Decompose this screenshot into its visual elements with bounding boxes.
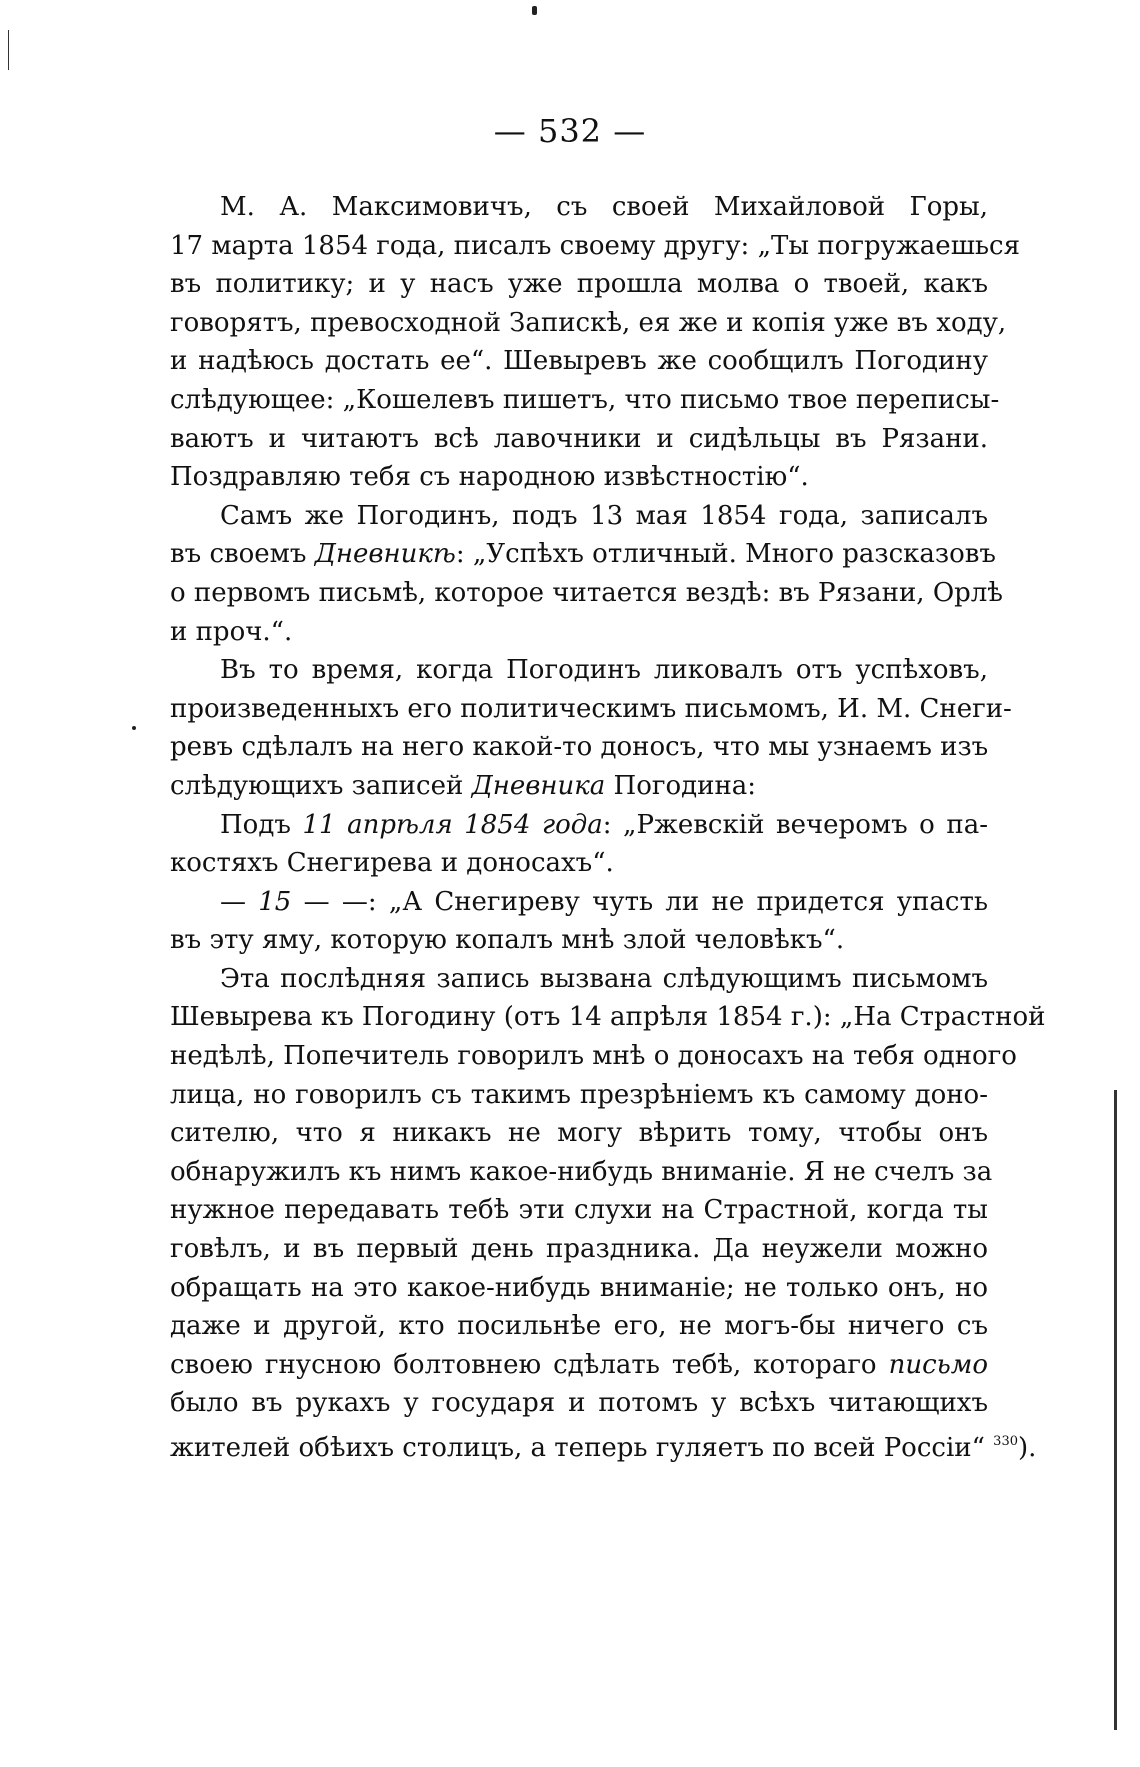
text-line: [170, 535, 996, 574]
text-line: [170, 883, 988, 922]
text-line: [170, 1423, 1037, 1468]
text-line: Самъ же Погодинъ, подъ 13 мая 1854 года, записалъ: [220, 500, 988, 531]
text-line: слѣдующее: „Кошелевъ пишетъ, что письмо твое переписы-: [170, 384, 1000, 415]
italic-fragment: 11 апрѣля 1854 года: [302, 809, 603, 840]
text-fragment: —: [220, 886, 259, 917]
text-line: Въ то время, когда Погодинъ ликовалъ отъ успѣховъ,: [220, 655, 988, 686]
text-line: 17 марта 1854 года, писалъ своему другу: „Ты погружаешься: [170, 230, 1020, 261]
text-line: Шевырева къ Погодину (отъ 14 апрѣля 1854 г.): „На Страстной: [170, 1002, 1046, 1033]
scan-speck: [132, 726, 136, 730]
text-line: и проч.“.: [170, 616, 293, 647]
italic-fragment: 15: [258, 886, 292, 917]
text-line: М. А. Максимовичъ, съ своей Михайловой Горы,: [220, 192, 988, 222]
text-line: [170, 1346, 988, 1385]
text-line: въ эту яму, которую копалъ мнѣ злой человѣкъ“.: [170, 925, 845, 956]
text-fragment: : „Ржевскій вечеромъ о па-: [602, 809, 988, 840]
text-line: говорятъ, превосходной Запискѣ, ея же и копія уже въ ходу,: [170, 307, 1007, 338]
scan-edge-line: [8, 30, 9, 70]
text-line: сителю, что я никакъ не могу вѣрить тому, чтобы онъ: [170, 1118, 988, 1149]
text-fragment: Подъ: [220, 809, 303, 840]
text-line: [170, 767, 988, 806]
text-line: о первомъ письмѣ, которое читается вездѣ: въ Рязани, Орлѣ: [170, 577, 1003, 608]
text-fragment: — —: „А Снегиреву чуть ли не придется упасть: [291, 886, 988, 917]
italic-fragment: Дневника: [471, 770, 606, 801]
body-text: [170, 188, 1046, 1468]
italic-fragment: письмо: [888, 1349, 988, 1380]
text-line: произведенныхъ его политическимъ письмомъ, И. М. Снеги-: [170, 693, 1012, 724]
scan-edge-line: [1114, 1090, 1117, 1730]
text-fragment: слѣдующихъ записей: [170, 770, 472, 801]
text-line: недѣлѣ, Попечитель говорилъ мнѣ о доносахъ на тебя одного: [170, 1041, 1017, 1072]
text-line: Поздравляю тебя съ народною извѣстностію“.: [170, 462, 809, 493]
italic-fragment: Дневникѣ: [314, 539, 456, 570]
scan-speck: [532, 6, 537, 15]
text-line: [170, 806, 988, 845]
text-fragment: Погодина:: [605, 770, 757, 801]
text-fragment: своею гнусною болтовнею сдѣлать тебѣ, котораго: [170, 1349, 889, 1380]
footnote-reference: 330: [993, 1434, 1018, 1449]
text-line: ваютъ и читаютъ всѣ лавочники и сидѣльцы въ Рязани.: [170, 423, 988, 454]
text-line: въ политику; и у насъ уже прошла молва о твоей, какъ: [170, 269, 988, 300]
text-line: Эта послѣдняя запись вызвана слѣдующимъ письмомъ: [220, 963, 988, 994]
text-line: даже и другой, кто посильнѣе его, не могъ-бы ничего съ: [170, 1311, 988, 1342]
text-fragment: ).: [1018, 1433, 1037, 1463]
text-line: было въ рукахъ у государя и потомъ у всѣхъ читающихъ: [170, 1388, 988, 1419]
text-line: обращать на это какое-нибудь вниманіе; не только онъ, но: [170, 1272, 988, 1303]
page-number: — 532 —: [493, 112, 647, 150]
text-fragment: въ своемъ: [170, 539, 315, 570]
text-line: нужное передавать тебѣ эти слухи на Страстной, когда ты: [170, 1195, 988, 1226]
text-line: говѣлъ, и въ первый день праздника. Да неужели можно: [170, 1234, 988, 1265]
text-line: лица, но говорилъ съ такимъ презрѣніемъ къ самому доно-: [170, 1079, 988, 1110]
text-line: костяхъ Снегирева и доносахъ“.: [170, 848, 614, 879]
text-line: ревъ сдѣлалъ на него какой-то доносъ, что мы узнаемъ изъ: [170, 732, 989, 763]
text-line: и надѣюсь достать ее“. Шевыревъ же сообщилъ Погодину: [170, 346, 988, 377]
text-fragment: жителей обѣихъ столицъ, а теперь гуляетъ по всей Россіи“: [170, 1433, 994, 1463]
text-fragment: : „Успѣхъ отличный. Много разсказовъ: [455, 539, 996, 570]
text-line: обнаружилъ къ нимъ какое-нибудь вниманіе. Я не счелъ за: [170, 1156, 993, 1187]
